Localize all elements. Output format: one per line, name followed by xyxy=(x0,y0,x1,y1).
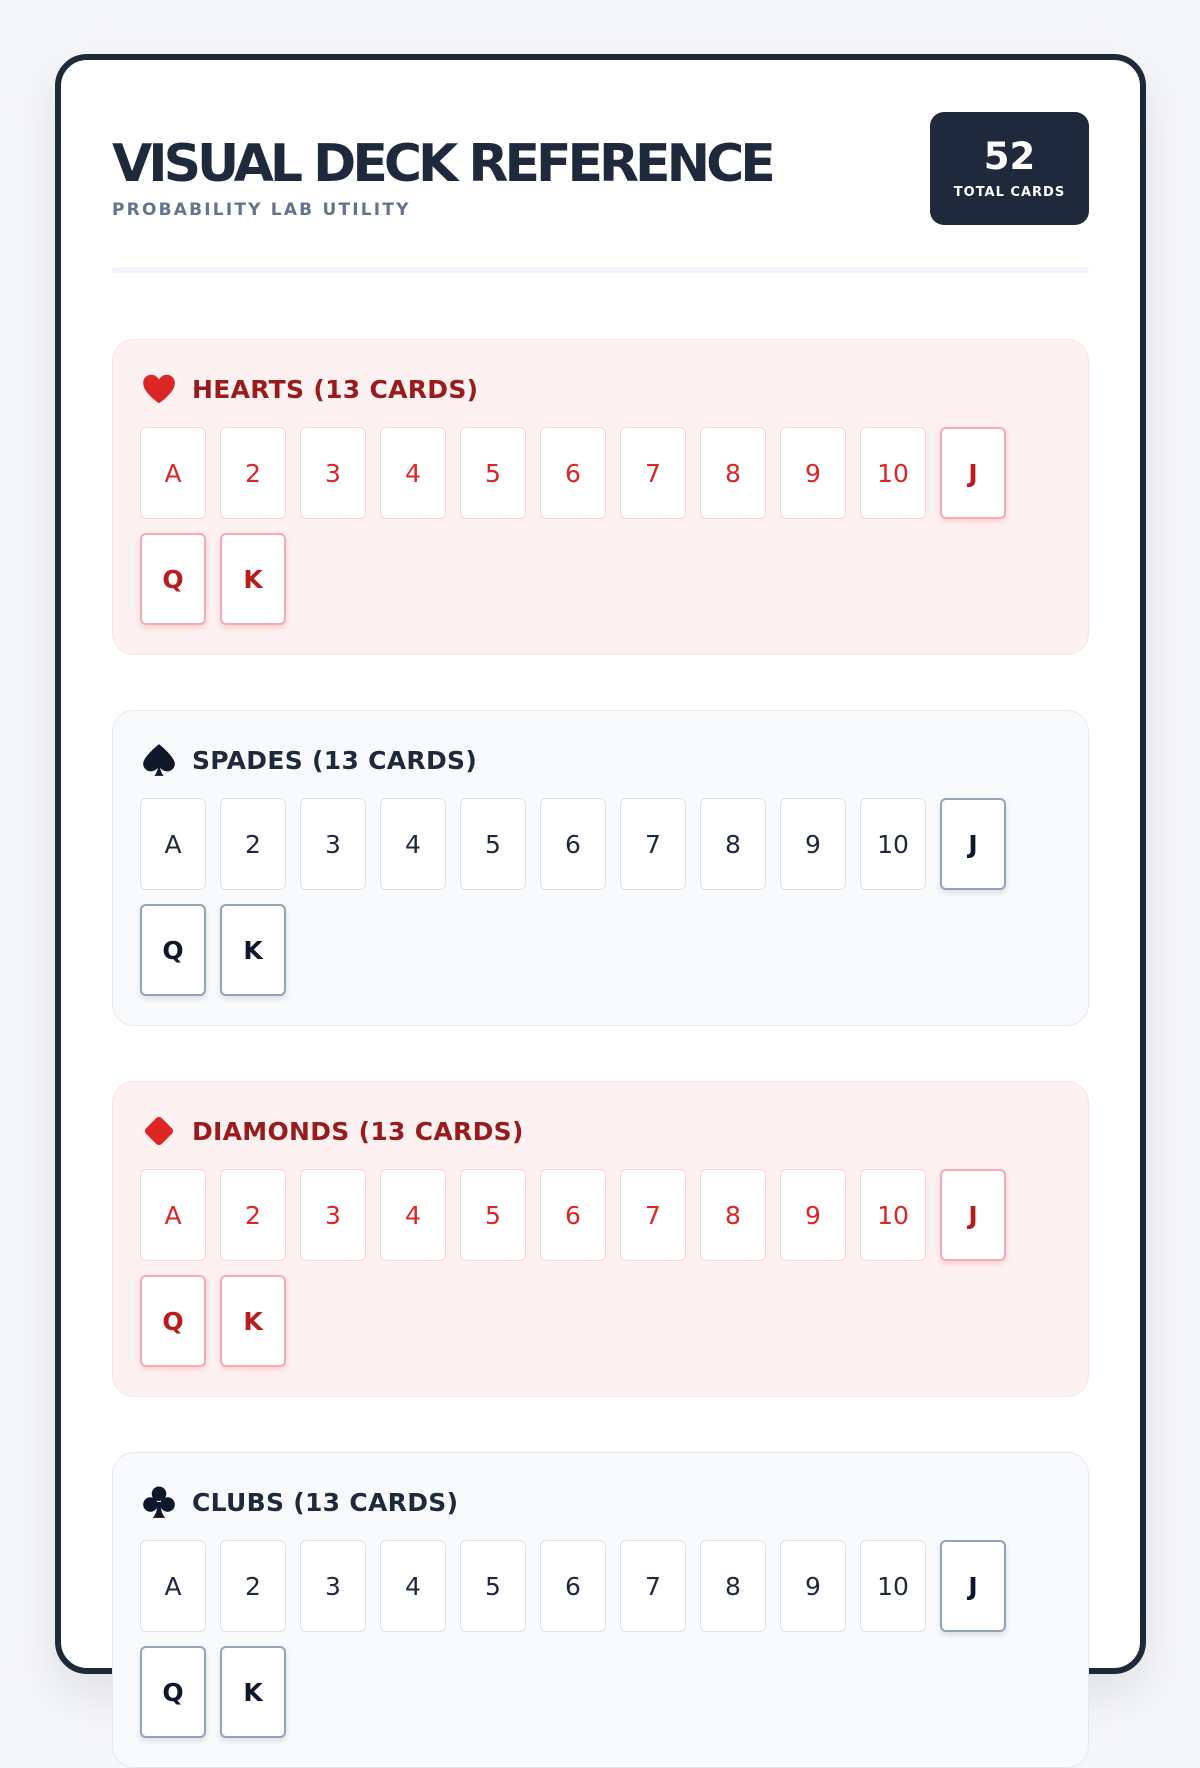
card-diamonds-9[interactable]: 9 xyxy=(780,1169,846,1261)
suit-panel-clubs xyxy=(112,1452,1089,1768)
suit-header xyxy=(140,1112,524,1150)
card-clubs-8[interactable]: 8 xyxy=(700,1540,766,1632)
suit-title: HEARTS (13 CARDS) xyxy=(192,374,479,404)
page-title: VISUAL DECK REFERENCE xyxy=(112,134,772,194)
card-spades-10[interactable]: 10 xyxy=(860,798,926,890)
card-clubs-4[interactable]: 4 xyxy=(380,1540,446,1632)
card-spades-6[interactable]: 6 xyxy=(540,798,606,890)
card-hearts-8[interactable]: 8 xyxy=(700,427,766,519)
card-clubs-j[interactable]: J xyxy=(940,1540,1006,1632)
card-spades-8[interactable]: 8 xyxy=(700,798,766,890)
card-hearts-a[interactable]: A xyxy=(140,427,206,519)
card-clubs-9[interactable]: 9 xyxy=(780,1540,846,1632)
card-clubs-q[interactable]: Q xyxy=(140,1646,206,1738)
card-hearts-q[interactable]: Q xyxy=(140,533,206,625)
card-hearts-9[interactable]: 9 xyxy=(780,427,846,519)
suit-panel-spades xyxy=(112,710,1089,1026)
suit-panel-hearts xyxy=(112,339,1089,655)
card-hearts-7[interactable]: 7 xyxy=(620,427,686,519)
card-hearts-10[interactable]: 10 xyxy=(860,427,926,519)
card-diamonds-k[interactable]: K xyxy=(220,1275,286,1367)
card-clubs-3[interactable]: 3 xyxy=(300,1540,366,1632)
card-clubs-2[interactable]: 2 xyxy=(220,1540,286,1632)
card-clubs-6[interactable]: 6 xyxy=(540,1540,606,1632)
card-hearts-4[interactable]: 4 xyxy=(380,427,446,519)
suit-header xyxy=(140,741,477,779)
card-diamonds-10[interactable]: 10 xyxy=(860,1169,926,1261)
card-spades-k[interactable]: K xyxy=(220,904,286,996)
suit-title: DIAMONDS (13 CARDS) xyxy=(192,1116,524,1146)
card-spades-9[interactable]: 9 xyxy=(780,798,846,890)
card-spades-5[interactable]: 5 xyxy=(460,798,526,890)
spade-icon xyxy=(140,741,178,779)
card-diamonds-5[interactable]: 5 xyxy=(460,1169,526,1261)
card-diamonds-7[interactable]: 7 xyxy=(620,1169,686,1261)
card-spades-3[interactable]: 3 xyxy=(300,798,366,890)
deck-reference-card xyxy=(55,54,1146,1707)
suit-panel-diamonds xyxy=(112,1081,1089,1397)
suit-title: CLUBS (13 CARDS) xyxy=(192,1487,459,1517)
card-spades-j[interactable]: J xyxy=(940,798,1006,890)
card-hearts-2[interactable]: 2 xyxy=(220,427,286,519)
total-cards-badge xyxy=(930,112,1089,225)
card-clubs-10[interactable]: 10 xyxy=(860,1540,926,1632)
suit-title: SPADES (13 CARDS) xyxy=(192,745,478,775)
card-hearts-5[interactable]: 5 xyxy=(460,427,526,519)
card-clubs-7[interactable]: 7 xyxy=(620,1540,686,1632)
total-cards-label: TOTAL CARDS xyxy=(953,185,1066,200)
header xyxy=(112,112,1089,222)
card-clubs-k[interactable]: K xyxy=(220,1646,286,1738)
card-diamonds-4[interactable]: 4 xyxy=(380,1169,446,1261)
card-hearts-j[interactable]: J xyxy=(940,427,1006,519)
card-clubs-a[interactable]: A xyxy=(140,1540,206,1632)
card-hearts-k[interactable]: K xyxy=(220,533,286,625)
heart-icon xyxy=(140,370,178,408)
card-diamonds-3[interactable]: 3 xyxy=(300,1169,366,1261)
diamond-icon xyxy=(140,1112,178,1150)
card-clubs-5[interactable]: 5 xyxy=(460,1540,526,1632)
card-diamonds-6[interactable]: 6 xyxy=(540,1169,606,1261)
suit-header xyxy=(140,370,478,408)
card-diamonds-j[interactable]: J xyxy=(940,1169,1006,1261)
card-spades-q[interactable]: Q xyxy=(140,904,206,996)
card-diamonds-q[interactable]: Q xyxy=(140,1275,206,1367)
header-divider xyxy=(112,267,1089,273)
card-hearts-6[interactable]: 6 xyxy=(540,427,606,519)
card-spades-2[interactable]: 2 xyxy=(220,798,286,890)
card-diamonds-8[interactable]: 8 xyxy=(700,1169,766,1261)
club-icon xyxy=(140,1483,178,1521)
page-subtitle: PROBABILITY LAB UTILITY xyxy=(112,200,411,220)
suit-header xyxy=(140,1483,458,1521)
card-spades-a[interactable]: A xyxy=(140,798,206,890)
card-hearts-3[interactable]: 3 xyxy=(300,427,366,519)
card-spades-4[interactable]: 4 xyxy=(380,798,446,890)
card-diamonds-2[interactable]: 2 xyxy=(220,1169,286,1261)
card-diamonds-a[interactable]: A xyxy=(140,1169,206,1261)
card-spades-7[interactable]: 7 xyxy=(620,798,686,890)
total-cards-count: 52 xyxy=(983,135,1036,178)
